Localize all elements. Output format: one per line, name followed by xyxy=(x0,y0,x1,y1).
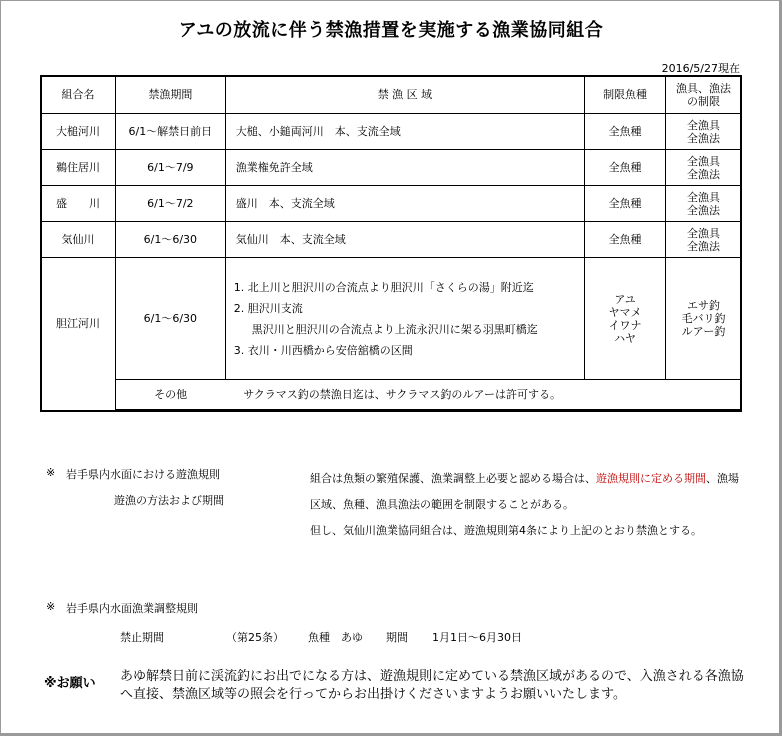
table-header-row xyxy=(41,76,742,114)
header-period: 禁漁期間 xyxy=(115,76,225,114)
header-species: 制限魚種 xyxy=(585,76,666,114)
note2-l1: 禁止期間 xyxy=(120,631,164,644)
restricted-species: 全魚種 xyxy=(585,222,666,258)
note1-heading: 岩手県内水面における遊漁規則 xyxy=(66,468,220,481)
closure-period: 6/1～7/2 xyxy=(115,186,225,222)
closure-table xyxy=(40,75,742,410)
table-row xyxy=(41,186,742,222)
zone-item: 2. 胆沢川支流 xyxy=(233,301,303,315)
gear-restriction: 全漁具 全漁法 xyxy=(666,150,742,186)
as-of-date: 2016/5/27現在 xyxy=(661,62,740,75)
other-text: サクラマス釣の禁漁日迄は、サクラマス釣のルアーは許可する。 xyxy=(225,380,741,410)
zone-item: 1. 北上川と胆沢川の合流点より胆沢川「さくらの湯」附近迄 xyxy=(233,280,534,294)
table-row xyxy=(41,222,742,258)
closure-period: 6/1～解禁日前日 xyxy=(115,114,225,150)
table-row-other xyxy=(41,380,742,410)
zone-item: 3. 衣川・川西橋から安倍舘橋の区間 xyxy=(233,343,413,357)
gear-restriction: 全漁具 全漁法 xyxy=(666,114,742,150)
note2-mark: ※ xyxy=(46,600,56,613)
note2-heading: 岩手県内水面漁業調整規則 xyxy=(66,602,198,615)
header-gear: 漁具、漁法の制限 xyxy=(666,76,742,114)
closure-zone: 気仙川 本、支流全域 xyxy=(225,222,584,258)
closure-zone: 盛川 本、支流全域 xyxy=(225,186,584,222)
union-name: 盛 川 xyxy=(41,186,116,222)
gear-restriction: 全漁具 全漁法 xyxy=(666,222,742,258)
header-zone: 禁 漁 区 域 xyxy=(225,76,584,114)
union-name: 鵜住居川 xyxy=(41,150,116,186)
closure-zone: 漁業権免許全域 xyxy=(225,150,584,186)
request-text: あゆ解禁日前に渓流釣にお出でになる方は、遊漁規則に定めている禁漁区域があるので、入漁される各漁協へ直接、禁漁区域等の照会を行ってからお出掛けくださいますようお願いいたします。 xyxy=(120,669,744,702)
closure-period: 6/1～6/30 xyxy=(115,222,225,258)
closure-zone-list xyxy=(225,258,584,380)
note1-mark: ※ xyxy=(46,466,56,479)
closure-zone: 大槌、小鎚両河川 本、支流全域 xyxy=(225,114,584,150)
restricted-species: アユ ヤマメ イワナ ハヤ xyxy=(585,258,666,380)
closure-period: 6/1～7/9 xyxy=(115,150,225,186)
union-name: 胆江河川 xyxy=(41,258,116,410)
table-row xyxy=(41,150,742,186)
header-union: 組合名 xyxy=(41,76,116,114)
note2-l3: 魚種 あゆ xyxy=(308,631,363,644)
table-row-isawa xyxy=(41,258,742,380)
note1-text: 組合は魚類の繁殖保護、漁業調整上必要と認める場合は、遊漁規則に定める期間、漁場区域、魚種、漁具漁法の範囲を制限することがある。 xyxy=(310,472,739,511)
table-row xyxy=(41,114,742,150)
union-name: 大槌河川 xyxy=(41,114,116,150)
restricted-species: 全魚種 xyxy=(585,150,666,186)
restricted-species: 全魚種 xyxy=(585,186,666,222)
note2-l2: （第25条） xyxy=(226,631,284,644)
other-label: その他 xyxy=(115,380,225,410)
restricted-species: 全魚種 xyxy=(585,114,666,150)
note2-l4: 期間 xyxy=(386,631,408,644)
page-title: アユの放流に伴う禁漁措置を実施する漁業協同組合 xyxy=(178,20,604,41)
closure-period: 6/1～6/30 xyxy=(115,258,225,380)
note1-sub: 遊漁の方法および期間 xyxy=(114,494,224,507)
zone-item: 黒沢川と胆沢川の合流点より上流永沢川に架る羽黒町橋迄 xyxy=(251,322,538,336)
union-name: 気仙川 xyxy=(41,222,116,258)
gear-restriction: エサ釣 毛バリ釣 ルアー釣 xyxy=(666,258,742,380)
note2-l5: 1月1日～6月30日 xyxy=(432,631,522,644)
gear-restriction: 全漁具 全漁法 xyxy=(666,186,742,222)
request-label: ※お願い xyxy=(44,676,96,691)
note1-text-c: 但し、気仙川漁業協同組合は、遊漁規則第4条により上記のとおり禁漁とする。 xyxy=(310,524,702,537)
